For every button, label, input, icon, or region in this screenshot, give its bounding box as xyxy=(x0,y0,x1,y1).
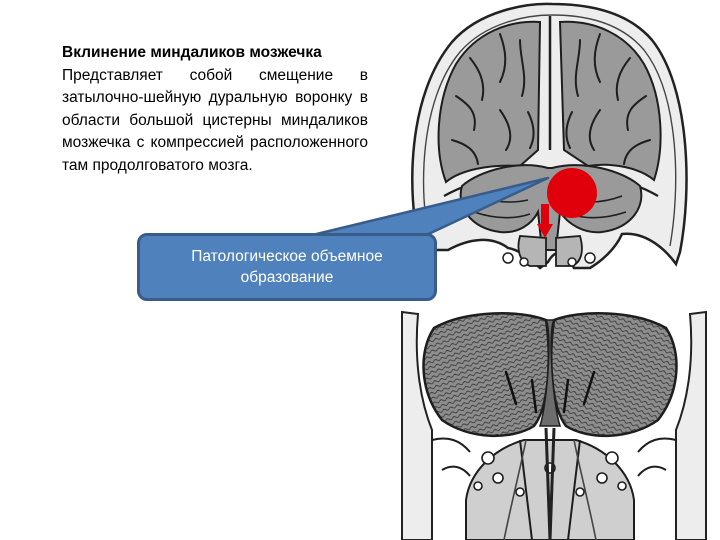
cerebellum-right-hemisphere xyxy=(551,313,676,436)
callout-box xyxy=(137,233,437,301)
lesion-marker xyxy=(547,168,597,218)
description-text: Представляет собой смещение в затылочно-шейную дуральную воронку в области большой цистерны миндаликов мозжечка с компрессией расположенного там продолговатого мозга. xyxy=(62,66,368,174)
description-block xyxy=(62,42,368,177)
cerebellum-section xyxy=(402,312,706,540)
cerebellum-left-hemisphere xyxy=(424,313,549,436)
callout-label: Патологическое объемное образование xyxy=(191,248,383,286)
heading: Вклинение миндаликов мозжечка xyxy=(62,44,322,61)
